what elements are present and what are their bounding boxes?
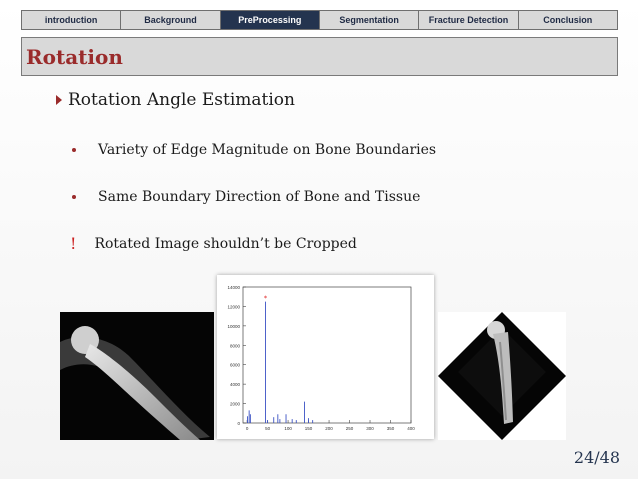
x-tick-label: 300 [366,426,374,431]
tab-fracture-detection[interactable]: Fracture Detection [419,11,518,29]
triangle-bullet-icon [56,95,62,105]
tab-background[interactable]: Background [121,11,220,29]
xray-image-original [60,312,214,440]
xray-image-rotated [438,312,566,440]
y-tick-label: 4000 [229,382,240,388]
x-tick-label: 150 [304,426,313,431]
tab-segmentation[interactable]: Segmentation [320,11,419,29]
y-tick-label: 14000 [227,285,240,290]
peak-marker: * [264,295,268,303]
x-tick-label: 200 [325,426,333,431]
sub-bullet [60,142,436,158]
bullet-dot-icon [72,195,76,199]
exclamation-icon: ! [70,234,77,253]
page-current: 24 [573,448,595,467]
bullet-dot-icon [72,148,76,152]
sub-bullet [60,234,357,253]
slide-title-bar [21,37,618,76]
sub-bullet [60,189,420,205]
sub-bullet-text: Variety of Edge Magnitude on Bone Boundaries [98,142,437,158]
main-bullet-text: Rotation Angle Estimation [68,90,295,110]
tab-preprocessing[interactable]: PreProcessing [221,11,320,29]
x-tick-label: 50 [265,426,271,431]
histogram-svg [217,275,434,439]
rotation-histogram-chart [217,275,434,439]
x-tick-label: 400 [407,426,415,431]
plot-area [243,287,411,423]
main-bullet [40,90,295,110]
tab-introduction[interactable]: introduction [22,11,121,29]
page-total: 48 [599,448,620,467]
x-tick-label: 350 [386,426,395,431]
sub-bullet-text: Same Boundary Direction of Bone and Tissue [98,189,421,205]
x-tick-label: 100 [284,426,292,431]
y-tick-label: 2000 [229,401,240,407]
slide-title: Rotation [26,44,123,69]
page-separator: / [594,448,600,467]
section-navbar [21,10,618,30]
tab-conclusion[interactable]: Conclusion [543,15,593,25]
x-tick-label: 250 [345,426,354,431]
x-tick-label: 0 [245,426,249,431]
sub-bullet-text: Rotated Image shouldn’t be Cropped [94,235,357,252]
y-tick-label: 12000 [227,304,240,310]
page-number [574,448,620,467]
y-tick-label: 10000 [227,323,240,329]
y-tick-label: 0 [237,421,240,426]
y-tick-label: 8000 [229,343,240,349]
y-tick-label: 6000 [229,362,240,368]
